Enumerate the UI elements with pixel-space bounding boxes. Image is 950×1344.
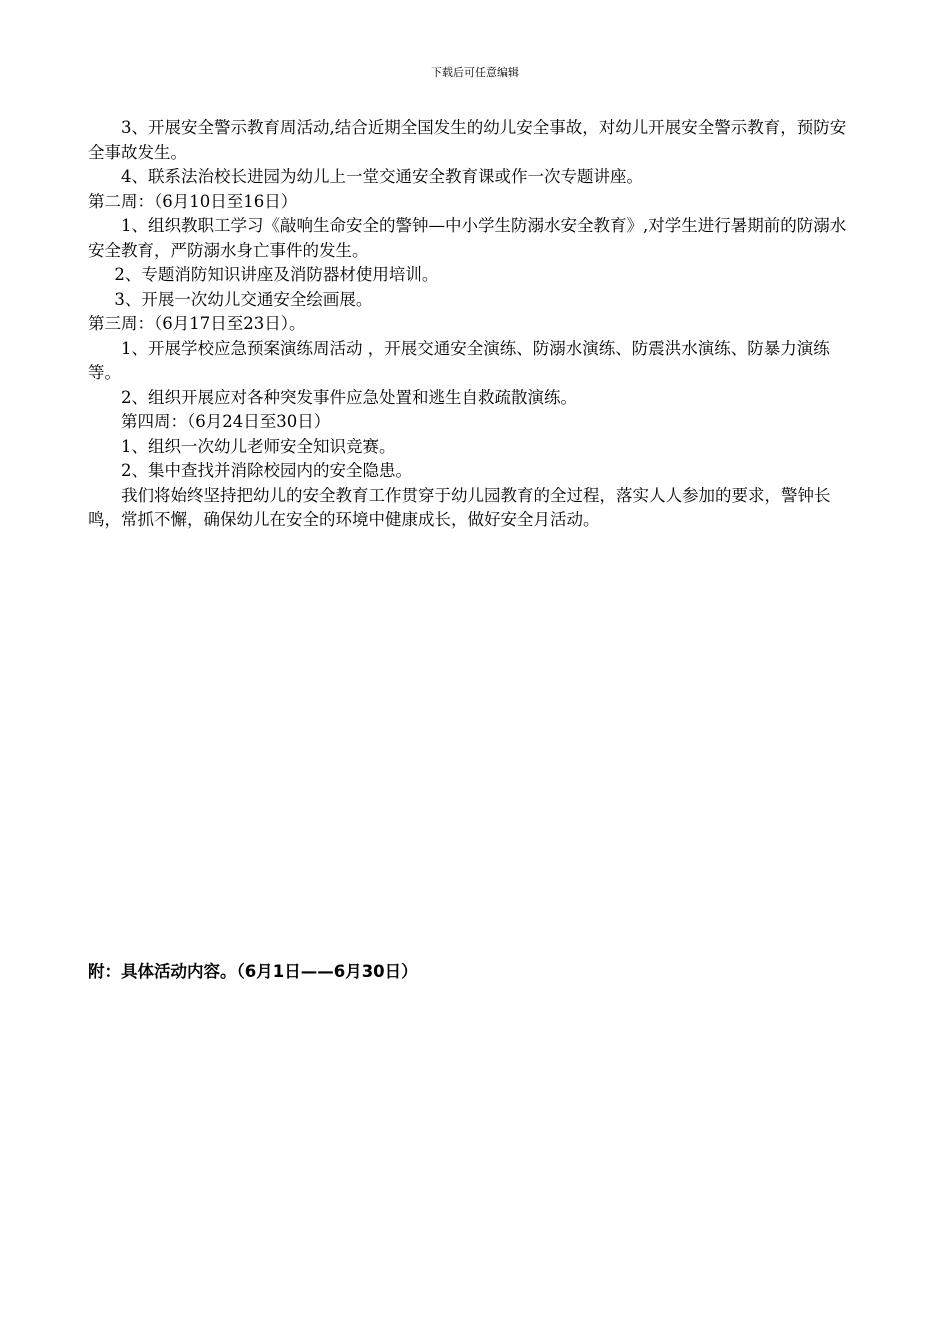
paragraph-conclusion: 我们将始终坚持把幼儿的安全教育工作贯穿于幼儿园教育的全过程，落实人人参加的要求，警钟长鸣，常抓不懈，确保幼儿在安全的环境中健康成长，做好安全月活动。 <box>88 485 831 529</box>
paragraph-week-four-item-2: 2、集中查找并消除校园内的安全隐患。 <box>121 461 412 480</box>
paragraph-item-3: 3、开展安全警示教育周活动,结合近期全国发生的幼儿安全事故，对幼儿开展安全警示教育，预防安全事故发生。 <box>88 118 847 162</box>
paragraph-week-two-item-2: 2、专题消防知识讲座及消防器材使用培训。 <box>114 265 439 284</box>
paragraph-week-two-item-1: 1、组织教职工学习《敲响生命安全的警钟—中小学生防溺水安全教育》,对学生进行暑期前的防溺水安全教育，严防溺水身亡事件的发生。 <box>88 216 847 260</box>
week-four-heading: 第四周：（6月24日至30日） <box>121 412 331 431</box>
paragraph-week-three-item-1: 1、开展学校应急预案演练周活动 ，开展交通安全演练、防溺水演练、防震洪水演练、防暴力演练等。 <box>88 338 830 382</box>
paragraph-week-three-item-2: 2、组织开展应对各种突发事件应急处置和逃生自救疏散演练。 <box>121 387 577 407</box>
document-body <box>88 116 858 533</box>
paragraph-item-4: 4、联系法治校长进园为幼儿上一堂交通安全教育课或作一次专题讲座。 <box>121 167 643 186</box>
week-two-heading: 第二周：（6月10日至16日） <box>88 191 298 211</box>
paragraph-week-two-item-3: 3、开展一次幼儿交通安全绘画展。 <box>114 289 373 309</box>
page-header: 下载后可任意编辑 <box>431 66 519 79</box>
paragraph-week-four-item-1: 1、组织一次幼儿老师安全知识竞赛。 <box>121 436 396 456</box>
attachment-heading: 附：具体活动内容。（6月1日——6月30日） <box>88 962 418 981</box>
week-three-heading: 第三周：（6月17日至23日）。 <box>88 314 306 333</box>
